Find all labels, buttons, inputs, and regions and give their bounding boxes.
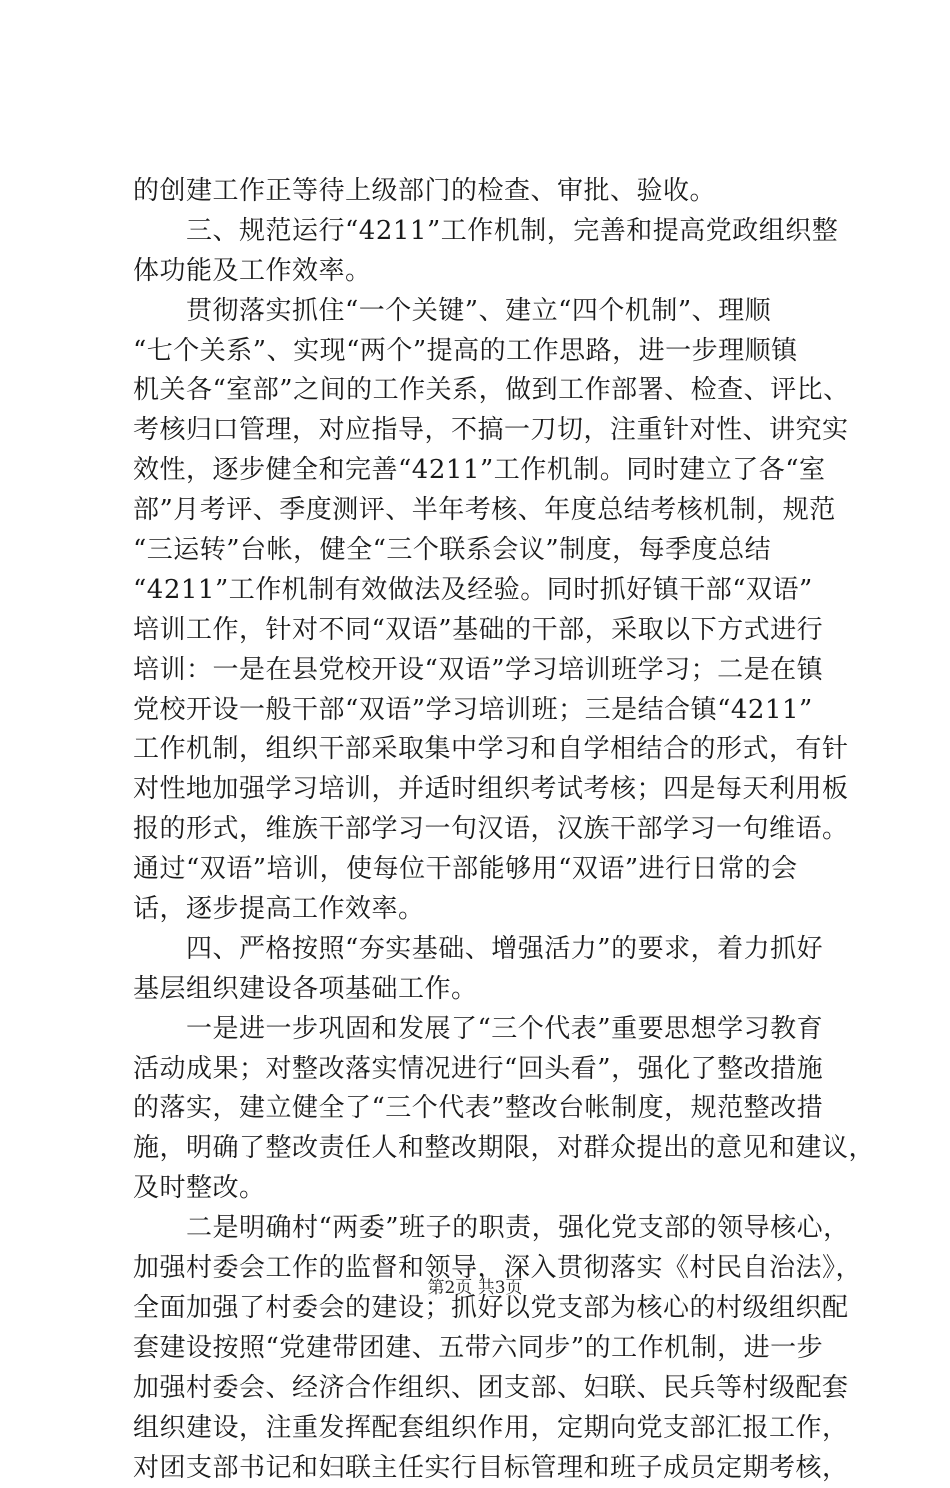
text-line: 体功能及工作效率。 [133,252,823,292]
text-line: 培训工作，针对不同“双语”基础的干部，采取以下方式进行 [133,611,823,651]
text-line: 通过“双语”培训，使每位干部能够用“双语”进行日常的会 [133,850,823,890]
text-line: 加强村委会、经济合作组织、团支部、妇联、民兵等村级配套 [133,1369,823,1409]
text-line: 施，明确了整改责任人和整改期限，对群众提出的意见和建议， [133,1129,823,1169]
text-line: 三、规范运行“4211”工作机制，完善和提高党政组织整 [133,212,823,252]
text-line: 一是进一步巩固和发展了“三个代表”重要思想学习教育 [133,1010,823,1050]
text-line: 的创建工作正等待上级部门的检查、审批、验收。 [133,172,823,212]
text-line: 套建设按照“党建带团建、五带六同步”的工作机制，进一步 [133,1329,823,1369]
text-line: 考核归口管理，对应指导，不搞一刀切，注重针对性、讲究实 [133,411,823,451]
text-line: “七个关系”、实现“两个”提高的工作思路，进一步理顺镇 [133,332,823,372]
text-line: 基层组织建设各项基础工作。 [133,970,823,1010]
text-line: 部”月考评、季度测评、半年考核、年度总结考核机制，规范 [133,491,823,531]
text-line: 二是明确村“两委”班子的职责，强化党支部的领导核心， [133,1209,823,1249]
text-line: 培训：一是在县党校开设“双语”学习培训班学习；二是在镇 [133,651,823,691]
text-line: 报的形式，维族干部学习一句汉语，汉族干部学习一句维语。 [133,810,823,850]
text-line: 工作机制，组织干部采取集中学习和自学相结合的形式，有针 [133,730,823,770]
page-number-footer: 第2页 共3页 [0,1277,950,1299]
text-line: 贯彻落实抓住“一个关键”、建立“四个机制”、理顺 [133,292,823,332]
text-line: 加强村委会工作的监督和领导，深入贯彻落实《村民自治法》， [133,1249,823,1289]
text-line: 全面加强了村委会的建设；抓好以党支部为核心的村级组织配 [133,1289,823,1329]
text-line: 四、严格按照“夯实基础、增强活力”的要求，着力抓好 [133,930,823,970]
text-line: 党校开设一般干部“双语”学习培训班；三是结合镇“4211” [133,691,823,731]
text-line: “4211”工作机制有效做法及经验。同时抓好镇干部“双语” [133,571,823,611]
text-line: 活动成果；对整改落实情况进行“回头看”，强化了整改措施 [133,1050,823,1090]
text-line: 效性，逐步健全和完善“4211”工作机制。同时建立了各“室 [133,451,823,491]
text-line: 的落实，建立健全了“三个代表”整改台帐制度，规范整改措 [133,1089,823,1129]
text-line: “三运转”台帐，健全“三个联系会议”制度，每季度总结 [133,531,823,571]
text-line: 对性地加强学习培训，并适时组织考试考核；四是每天利用板 [133,770,823,810]
text-line: 组织建设，注重发挥配套组织作用，定期向党支部汇报工作， [133,1409,823,1449]
text-line: 机关各“室部”之间的工作关系，做到工作部署、检查、评比、 [133,371,823,411]
text-line: 及时整改。 [133,1169,823,1209]
text-line: 对团支部书记和妇联主任实行目标管理和班子成员定期考核， [133,1449,823,1488]
text-line: 话，逐步提高工作效率。 [133,890,823,930]
